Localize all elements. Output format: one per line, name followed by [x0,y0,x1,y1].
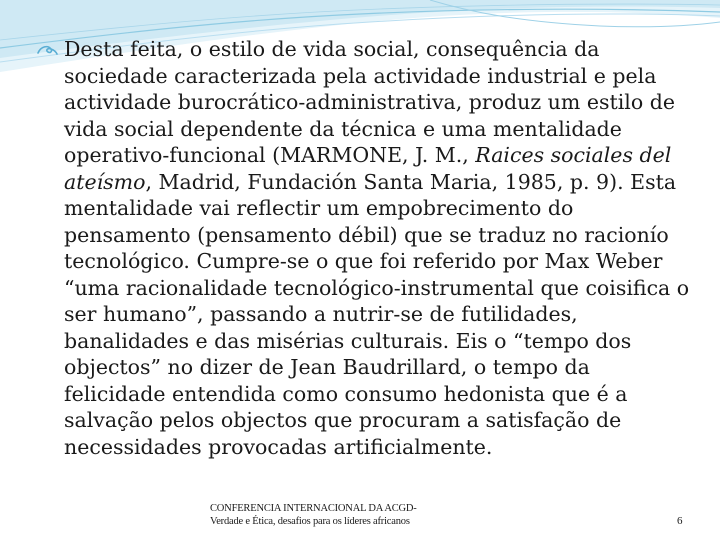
slide-body [34,36,694,460]
paragraph-part-2: , Madrid, Fundación Santa Maria, 1985, p. 9). Esta mentalidade vai reflectir um empobrecimento do pensamento (pensamento débil) que se traduz no racionío tecnológico. Cumpre-se o que foi referido por Max Weber “uma racionalidade tecnológico-instrumental que coisifica o ser humano”, passando a nutrir-se de futilidades, banalidades e das misérias culturais. Eis o “tempo dos objectos” no dizer de Jean Baudrillard, o tempo da felicidade entendida como consumo hedonista que é a salvação pelos objectos que procuram a satisfação de necessidades provocadas artificialmente. [64,169,690,459]
footer-text [210,502,417,528]
footer-line-1: CONFERENCIA INTERNACIONAL DA ACGD- [210,503,417,514]
book-title-italic: Raices sociales del ateísmo [64,143,672,194]
page-number: 6 [677,515,683,527]
swirl-bullet-icon [36,44,58,56]
footer-line-2: Verdade e Ética, desafios para os líderes africanos [210,516,410,527]
paragraph-text [64,37,689,459]
bullet-paragraph [34,36,694,460]
paragraph-part-1: Desta feita, o estilo de vida social, consequência da sociedade caracterizada pela actividade industrial e pela actividade burocrático-administrativa, produz um estilo de vida social dependente da técnica e uma mentalidade operativo-funcional (MARMONE, J. M., [64,37,675,167]
